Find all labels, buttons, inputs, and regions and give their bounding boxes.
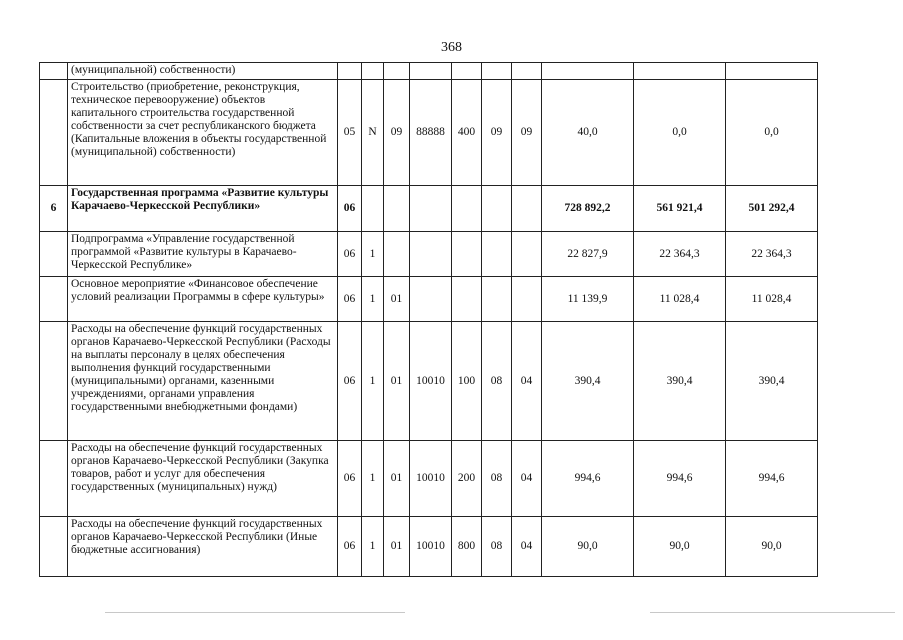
expense-type-code: 200: [452, 441, 482, 517]
direction-code: 10010: [410, 322, 452, 441]
activity-code: 09: [384, 80, 410, 186]
amount-year-2: 90,0: [634, 517, 726, 577]
row-name: Строительство (приобретение, реконструкция, техническое перевооружение) объектов капитального строительства государственной собственности за счет республиканского бюджета (Капитальные вложения в объекты государственной (муниципальной) собственности): [68, 80, 338, 186]
program-code: 06: [338, 232, 362, 277]
expense-type-code: [452, 232, 482, 277]
row-name: Расходы на обеспечение функций государственных органов Карачаево-Черкесской Республики (Иные бюджетные ассигнования): [68, 517, 338, 577]
scan-artifact-line: [650, 612, 895, 613]
amount-year-1: 994,6: [542, 441, 634, 517]
direction-code: 88888: [410, 80, 452, 186]
amount-year-1: [542, 63, 634, 80]
table-row: [40, 517, 818, 577]
amount-year-3: 22 364,3: [726, 232, 818, 277]
section-code: 09: [482, 80, 512, 186]
subprogram-code: 1: [362, 517, 384, 577]
amount-year-2: 11 028,4: [634, 277, 726, 322]
row-name: Расходы на обеспечение функций государственных органов Карачаево-Черкесской Республики (Закупка товаров, работ и услуг для обеспечения государственных (муниципальных) нужд): [68, 441, 338, 517]
activity-code: 01: [384, 277, 410, 322]
subprogram-code: N: [362, 80, 384, 186]
budget-table: [39, 62, 818, 577]
table-row: [40, 322, 818, 441]
activity-code: [384, 186, 410, 232]
amount-year-1: 728 892,2: [542, 186, 634, 232]
row-number: [40, 80, 68, 186]
row-name: Основное мероприятие «Финансовое обеспечение условий реализации Программы в сфере культуры»: [68, 277, 338, 322]
amount-year-3: [726, 63, 818, 80]
subsection-code: 04: [512, 322, 542, 441]
row-number: 6: [40, 186, 68, 232]
amount-year-2: 22 364,3: [634, 232, 726, 277]
row-number: [40, 277, 68, 322]
direction-code: [410, 63, 452, 80]
section-code: [482, 277, 512, 322]
direction-code: 10010: [410, 517, 452, 577]
subsection-code: [512, 232, 542, 277]
amount-year-1: 90,0: [542, 517, 634, 577]
amount-year-3: 994,6: [726, 441, 818, 517]
table-row: [40, 232, 818, 277]
table-row: [40, 277, 818, 322]
subprogram-code: [362, 63, 384, 80]
activity-code: [384, 63, 410, 80]
activity-code: 01: [384, 517, 410, 577]
amount-year-3: 0,0: [726, 80, 818, 186]
program-code: 06: [338, 517, 362, 577]
scan-artifact-line: [105, 612, 405, 613]
amount-year-1: 22 827,9: [542, 232, 634, 277]
amount-year-1: 11 139,9: [542, 277, 634, 322]
subsection-code: 04: [512, 517, 542, 577]
subsection-code: [512, 186, 542, 232]
page-number: 368: [441, 40, 462, 55]
row-number: [40, 441, 68, 517]
program-code: 06: [338, 277, 362, 322]
row-name: (муниципальной) собственности): [68, 63, 338, 80]
amount-year-1: 390,4: [542, 322, 634, 441]
row-number: [40, 232, 68, 277]
amount-year-2: 994,6: [634, 441, 726, 517]
direction-code: [410, 277, 452, 322]
row-number: [40, 517, 68, 577]
direction-code: [410, 232, 452, 277]
subsection-code: [512, 63, 542, 80]
amount-year-3: 501 292,4: [726, 186, 818, 232]
direction-code: [410, 186, 452, 232]
section-code: [482, 63, 512, 80]
subprogram-code: 1: [362, 232, 384, 277]
subsection-code: 09: [512, 80, 542, 186]
subprogram-code: [362, 186, 384, 232]
amount-year-2: [634, 63, 726, 80]
row-name: Расходы на обеспечение функций государственных органов Карачаево-Черкесской Республики (Расходы на выплаты персоналу в целях обеспечения выполнения функций государственными (муниципальными) органами, казенными учреждениями, органами управления государственными внебюджетными фондами): [68, 322, 338, 441]
amount-year-2: 0,0: [634, 80, 726, 186]
amount-year-2: 561 921,4: [634, 186, 726, 232]
program-code: 06: [338, 322, 362, 441]
program-code: [338, 63, 362, 80]
subprogram-code: 1: [362, 441, 384, 517]
subsection-code: 04: [512, 441, 542, 517]
activity-code: 01: [384, 322, 410, 441]
activity-code: 01: [384, 441, 410, 517]
table-row: [40, 186, 818, 232]
expense-type-code: 800: [452, 517, 482, 577]
section-code: [482, 232, 512, 277]
row-name: Государственная программа «Развитие культуры Карачаево-Черкесской Республики»: [68, 186, 338, 232]
program-code: 05: [338, 80, 362, 186]
table-row: [40, 63, 818, 80]
amount-year-3: 90,0: [726, 517, 818, 577]
amount-year-3: 390,4: [726, 322, 818, 441]
subprogram-code: 1: [362, 322, 384, 441]
activity-code: [384, 232, 410, 277]
section-code: 08: [482, 517, 512, 577]
subsection-code: [512, 277, 542, 322]
amount-year-1: 40,0: [542, 80, 634, 186]
row-name: Подпрограмма «Управление государственной программой «Развитие культуры в Карачаево-Черкесской Республике»: [68, 232, 338, 277]
amount-year-3: 11 028,4: [726, 277, 818, 322]
table-row: [40, 441, 818, 517]
row-number: [40, 63, 68, 80]
expense-type-code: [452, 63, 482, 80]
section-code: 08: [482, 322, 512, 441]
table-row: [40, 80, 818, 186]
direction-code: 10010: [410, 441, 452, 517]
program-code: 06: [338, 186, 362, 232]
subprogram-code: 1: [362, 277, 384, 322]
expense-type-code: 100: [452, 322, 482, 441]
section-code: [482, 186, 512, 232]
table-body: [40, 63, 818, 577]
program-code: 06: [338, 441, 362, 517]
expense-type-code: [452, 186, 482, 232]
section-code: 08: [482, 441, 512, 517]
expense-type-code: 400: [452, 80, 482, 186]
amount-year-2: 390,4: [634, 322, 726, 441]
expense-type-code: [452, 277, 482, 322]
row-number: [40, 322, 68, 441]
